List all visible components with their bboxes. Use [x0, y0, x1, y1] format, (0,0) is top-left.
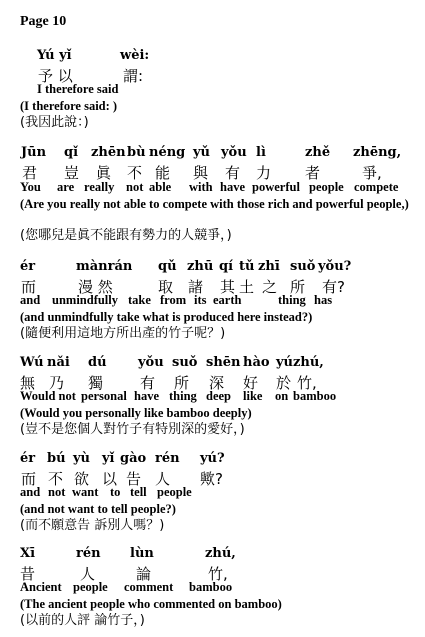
hanzi-word: 好 — [243, 374, 259, 392]
pinyin-word: zhēng, — [353, 145, 402, 160]
pinyin-word: qí — [219, 259, 234, 274]
gloss-word: and — [20, 293, 41, 307]
chinese-translation: (而不願意告 訴別人嗎？) — [20, 518, 165, 533]
gloss-word: are — [57, 180, 75, 194]
pinyin-word: tǔ — [239, 259, 255, 274]
pinyin-word: néng — [149, 145, 186, 160]
pinyin-line — [0, 145, 425, 163]
hanzi-word: 土 — [239, 278, 255, 296]
chinese-translation: (豈不是您個人對竹子有特別深的愛好，) — [20, 422, 245, 437]
gloss-word: earth — [213, 293, 242, 307]
pinyin-word: zhū — [187, 259, 214, 274]
hanzi-word: 以 — [102, 470, 118, 488]
hanzi-word: 有 — [225, 164, 241, 182]
pinyin-word: ér — [20, 259, 36, 274]
pinyin-word: rén — [76, 546, 101, 561]
page-number: Page 10 — [20, 14, 67, 29]
hanzi-word: 乃 — [49, 374, 65, 392]
pinyin-word: yǔ — [193, 145, 211, 160]
gloss-word: want — [72, 485, 99, 499]
gloss-word: like — [243, 389, 263, 403]
hanzi-word: 予 以 — [38, 67, 73, 85]
pinyin-word: bù — [127, 145, 146, 160]
hanzi-line — [0, 276, 425, 294]
pinyin-line — [0, 259, 425, 277]
gloss-word: bamboo — [293, 389, 337, 403]
gloss-word: people — [73, 580, 108, 594]
gloss-word: on — [275, 389, 289, 403]
gloss-word: compete — [354, 180, 399, 194]
hanzi-word: 欲 — [74, 470, 90, 488]
hanzi-word: 與 — [193, 164, 209, 182]
english-translation: (and unmindfully take what is produced here instead?) — [20, 310, 313, 324]
hanzi-word: 論 — [136, 565, 152, 583]
hanzi-word: 不 — [48, 470, 64, 488]
pinyin-word: mànrán — [76, 259, 133, 274]
pinyin-word: yǐ — [102, 451, 115, 466]
pinyin-word: wèi: — [120, 48, 150, 63]
hanzi-word: 者 — [305, 164, 321, 182]
hanzi-word: 之 — [262, 278, 278, 296]
pinyin-word: bú — [47, 451, 66, 466]
gloss-word: have — [220, 180, 245, 194]
pinyin-word: rén — [155, 451, 180, 466]
hanzi-line — [0, 468, 425, 486]
hanzi-word: 歟? — [200, 470, 223, 488]
pinyin-word: hào — [243, 355, 270, 370]
hanzi-word: 於 — [276, 374, 292, 392]
gloss-word: able — [149, 180, 172, 194]
hanzi-word: 有 — [140, 374, 156, 392]
gloss-word: and — [20, 485, 41, 499]
pinyin-word: ér — [20, 451, 36, 466]
gloss-word: Ancient — [20, 580, 62, 594]
hanzi-word: 人 — [80, 565, 96, 583]
pinyin-word: suǒ — [172, 355, 198, 370]
english-translation: (The ancient people who commented on bamboo) — [20, 597, 282, 611]
hanzi-word: 不 — [127, 164, 143, 182]
pinyin-word: zhēn — [91, 145, 126, 160]
pinyin-word: yǒu — [138, 355, 164, 370]
hanzi-word: 無 — [20, 374, 36, 392]
pinyin-word: yù — [73, 451, 91, 466]
gloss-word: to — [110, 485, 121, 499]
pinyin-word: nǎi — [47, 355, 70, 370]
gloss-word: with — [189, 180, 213, 194]
pinyin-word: Xī — [20, 546, 36, 561]
pinyin-word: yǒu? — [318, 259, 352, 274]
pinyin-word: lì — [256, 145, 266, 160]
pinyin-word: qǐ — [64, 145, 79, 160]
hanzi-word: 諸 — [188, 278, 204, 296]
gloss-word: thing — [278, 293, 306, 307]
hanzi-word: 竹, — [297, 374, 317, 392]
pinyin-word: zhú, — [205, 546, 236, 561]
gloss-word: You — [20, 180, 41, 194]
hanzi-word: 而 — [21, 278, 37, 296]
gloss-word: tell — [130, 485, 147, 499]
pinyin-line — [0, 546, 425, 564]
gloss-word: from — [160, 293, 187, 307]
english-translation: (Would you personally like bamboo deeply) — [20, 406, 252, 420]
hanzi-word: 力 — [256, 164, 272, 182]
gloss-word: not — [48, 485, 66, 499]
gloss-word: thing — [169, 389, 197, 403]
pinyin-word: qǔ — [158, 259, 177, 274]
hanzi-word: 漫 然 — [78, 278, 113, 296]
gloss-word: comment — [124, 580, 174, 594]
gloss-word: powerful — [252, 180, 300, 194]
english-translation: (Are you really not able to compete with those rich and powerful people,) — [20, 197, 409, 211]
gloss-word: deep — [206, 389, 231, 403]
pinyin-line — [0, 451, 425, 469]
hanzi-word: 所 — [290, 278, 306, 296]
hanzi-line — [0, 65, 425, 83]
gloss-word: people — [309, 180, 344, 194]
pinyin-word: zhú, — [293, 355, 324, 370]
pinyin-word: suǒ — [290, 259, 316, 274]
hanzi-word: 豈 — [64, 164, 80, 182]
hanzi-word: 取 — [158, 278, 174, 296]
gloss-word: I therefore said — [37, 82, 119, 96]
hanzi-word: 獨 — [88, 374, 104, 392]
gloss-word: its — [194, 293, 207, 307]
hanzi-line — [0, 563, 425, 581]
hanzi-word: 爭, — [362, 164, 382, 182]
pinyin-line — [0, 355, 425, 373]
hanzi-word: 竹, — [208, 565, 228, 583]
pinyin-word: zhī — [258, 259, 280, 274]
chinese-translation: (以前的人評 論竹子，) — [20, 613, 145, 628]
hanzi-word: 深 — [209, 374, 225, 392]
gloss-word: people — [157, 485, 192, 499]
hanzi-word: 謂: — [123, 67, 144, 85]
hanzi-word: 有? — [322, 278, 345, 296]
pinyin-word: zhě — [305, 145, 331, 160]
chinese-translation: (隨便利用這地方所出產的竹子呢？) — [20, 326, 226, 341]
pinyin-line — [0, 48, 425, 66]
hanzi-word: 君 — [22, 164, 38, 182]
pinyin-word: shēn — [206, 355, 241, 370]
hanzi-word: 昔 — [20, 565, 36, 583]
gloss-word: not — [126, 180, 144, 194]
pinyin-word: dú — [88, 355, 107, 370]
pinyin-word: yú? — [200, 451, 225, 466]
pinyin-word: Jūn — [21, 145, 47, 160]
english-translation: (I therefore said: ) — [20, 99, 118, 113]
gloss-word: personal — [81, 389, 127, 403]
gloss-word: bamboo — [189, 580, 233, 594]
english-translation: (and not want to tell people?) — [20, 502, 176, 516]
gloss-word: has — [314, 293, 333, 307]
gloss-word: unmindfully — [52, 293, 119, 307]
hanzi-word: 告 — [126, 470, 142, 488]
hanzi-word: 眞 — [96, 164, 112, 182]
pinyin-word: yú — [276, 355, 294, 370]
chinese-translation: (您哪兒是眞不能跟有勢力的人競爭，) — [20, 228, 232, 243]
chinese-translation: (我因此說：) — [20, 115, 89, 130]
gloss-word: really — [84, 180, 115, 194]
pinyin-word: lùn — [130, 546, 154, 561]
pinyin-word: Wú — [20, 355, 44, 370]
gloss-word: Would not — [20, 389, 76, 403]
hanzi-word: 人 — [155, 470, 171, 488]
hanzi-word: 所 — [174, 374, 190, 392]
gloss-word: take — [128, 293, 151, 307]
hanzi-line — [0, 162, 425, 180]
gloss-word: have — [134, 389, 159, 403]
pinyin-word: yǒu — [221, 145, 247, 160]
hanzi-word: 能 — [155, 164, 171, 182]
hanzi-line — [0, 372, 425, 390]
hanzi-word: 其 — [220, 278, 236, 296]
hanzi-word: 而 — [21, 470, 37, 488]
pinyin-word: Yú yǐ — [37, 48, 72, 63]
pinyin-word: gào — [120, 451, 147, 466]
